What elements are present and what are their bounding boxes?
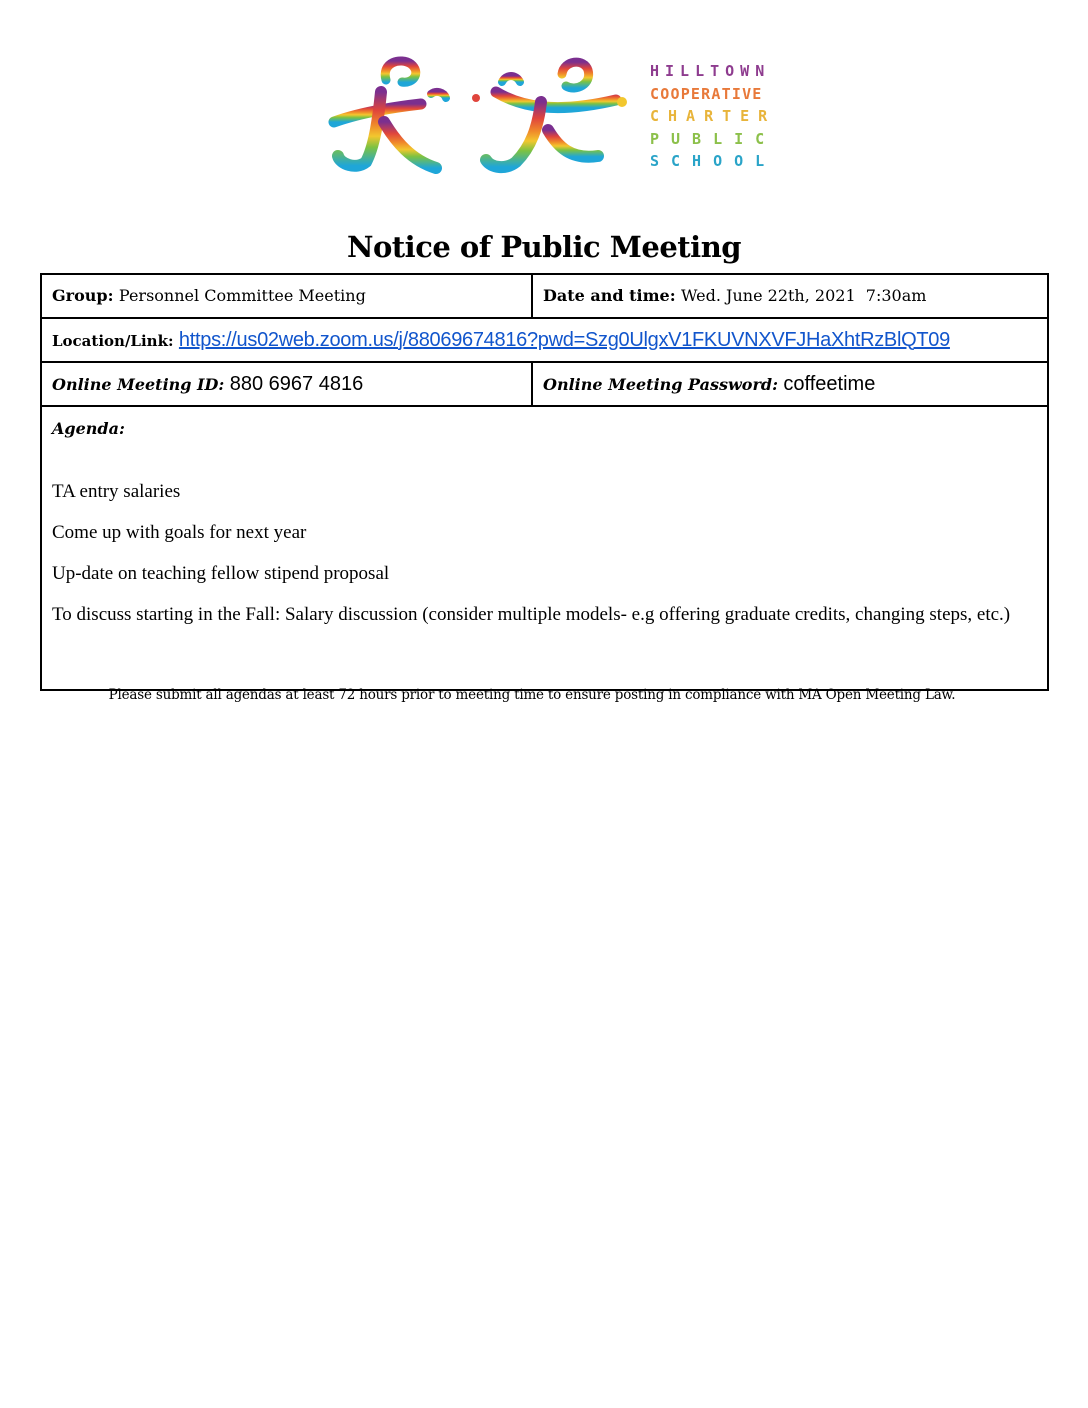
table-row (41, 318, 1048, 362)
logo-line-2: COOPERATIVE (650, 84, 763, 103)
table-row (41, 274, 1048, 318)
group-cell (41, 274, 532, 318)
group-label: Group: (52, 286, 114, 305)
table-row (41, 406, 1048, 690)
logo-line-5: SCHOOL (650, 152, 777, 171)
school-logo-figures-icon (326, 52, 636, 182)
datetime-label: Date and time: (543, 286, 676, 305)
datetime-value: Wed. June 22th, 2021 7:30am (681, 286, 927, 305)
page-title: Notice of Public Meeting (346, 230, 742, 264)
logo-line-4: PUBLIC (650, 129, 777, 148)
agenda-label: Agenda: (52, 419, 125, 438)
agenda-item: To discuss starting in the Fall: Salary discussion (consider multiple models- e.g offering graduate credits, changing steps, etc.) (52, 604, 1011, 625)
meeting-id-cell (41, 362, 532, 406)
agenda-item: Come up with goals for next year (52, 522, 307, 543)
agenda-item: TA entry salaries (52, 481, 181, 502)
meeting-id-value: 880 6967 4816 (229, 372, 364, 395)
password-label: Online Meeting Password: (543, 374, 778, 394)
agenda-item: Up-date on teaching fellow stipend proposal (52, 563, 390, 584)
password-cell (532, 362, 1048, 406)
datetime-cell (532, 274, 1048, 318)
school-logo-wordmark (650, 60, 786, 173)
logo-line-3: CHARTER (650, 107, 777, 126)
password-value: coffeetime (783, 372, 876, 395)
location-cell (41, 318, 1048, 362)
location-label: Location/Link: (52, 331, 174, 350)
footnote: Please submit all agendas at least 72 hours prior to meeting time to ensure posting in compliance with MA Open Meeting Law. (108, 687, 956, 703)
meeting-link[interactable]: https://us02web.zoom.us/j/88069674816?pwd=Szg0UlgxV1FKUVNXVFJHaXhtRzBlQT09 (178, 328, 950, 351)
table-row (41, 362, 1048, 406)
logo-line-1: HILLTOWN (650, 62, 771, 80)
agenda-cell (41, 406, 1048, 690)
meeting-details-table (40, 273, 1049, 691)
meeting-id-label: Online Meeting ID: (52, 374, 225, 394)
school-logo (326, 52, 786, 182)
group-value: Personnel Committee Meeting (118, 286, 366, 305)
